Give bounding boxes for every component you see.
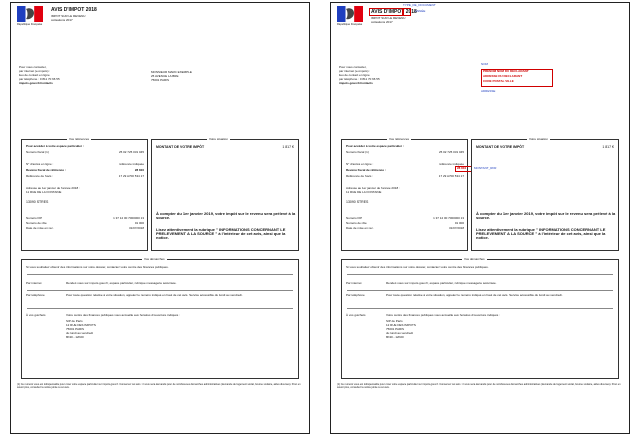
republic-label: République Française xyxy=(337,23,363,26)
tax-notice-page-annotated xyxy=(330,2,630,434)
access-code-row xyxy=(346,162,464,166)
access-code-label: N° d'accès en ligne : xyxy=(26,162,54,166)
marianne-logo xyxy=(17,6,43,28)
fiscal-number-row xyxy=(346,150,464,154)
document-subtitle-2: cotisations 2017 xyxy=(371,20,393,24)
date-value: 31/07/2018 xyxy=(448,226,464,230)
tax-amount-value: 1 817 € xyxy=(282,145,294,149)
contact-line: Pour nous contacter, xyxy=(339,65,367,69)
fip-label: Numéro FIP xyxy=(346,216,363,220)
notice-text: Lisez attentivement la rubrique " INFORMATIONS CONCERNANT LE PRELEVEMENT A LA SOURCE " à l'intérieur de cet avis, ainsi que la notice. xyxy=(476,227,606,241)
references-box xyxy=(21,139,148,251)
address-line: Adresse au 1er janvier de l'année 2018 : xyxy=(346,186,400,190)
contact-line: lieu de contact en ligne xyxy=(339,73,370,77)
demarche-label: À vos guichets xyxy=(346,313,366,317)
center-line: 8h30 - 12h00 xyxy=(66,335,84,339)
document-subtitle: IMPOT SUR LE REVENU xyxy=(51,14,86,18)
fiscal-number-row xyxy=(26,150,144,154)
date-value: 31/07/2018 xyxy=(128,226,144,230)
annotation-montant-label: MONTANT_RFR xyxy=(474,166,497,170)
document-subtitle-2: cotisations 2017 xyxy=(51,18,73,22)
demarches-intro: Si vous souhaitez obtenir des informations sur votre dossier, contactez votre centre des finances publiques. xyxy=(346,265,489,269)
access-code-row xyxy=(26,162,144,166)
fip-row xyxy=(346,216,464,220)
demarche-label: À vos guichets xyxy=(26,313,46,317)
role-value: 01 000 xyxy=(134,221,144,225)
date-label: Date de mise en rec. xyxy=(346,226,374,230)
divider xyxy=(27,290,293,291)
address-line: 13090 STRES xyxy=(26,200,49,204)
address-line: 11 RUE DE LA FONTAINE xyxy=(346,190,382,194)
tax-amount-label: MONTANT DE VOTRE IMPÔT xyxy=(476,145,525,149)
prelevement-text: À compter du 1er janvier 2019, votre impôt sur le revenu sera prélevé à la source. xyxy=(476,211,616,221)
ref-avis-label: Référence de l'avis : xyxy=(26,174,54,178)
fip-row xyxy=(26,216,144,220)
annotation-name-redacted: PRENOM NOM DU DECLARANT xyxy=(483,69,529,73)
center-line: 12 RUE DES IMPOTS xyxy=(66,323,96,327)
fip-value: 1 37 12 00 7000000 13 xyxy=(113,216,144,220)
fiscal-number-label: Numéro fiscal (1) xyxy=(346,150,369,154)
annotation-adresse-label: ADRESSE xyxy=(481,89,496,93)
marianne-icon xyxy=(17,6,43,22)
situation-box xyxy=(151,139,299,251)
demarche-label: Par internet xyxy=(346,281,362,285)
ref-avis-value: 17 29 A700 534 17 xyxy=(118,174,144,178)
divider xyxy=(27,308,293,309)
center-line: SIP de Paris xyxy=(66,319,83,323)
rfr-label: Revenu fiscal de référence : xyxy=(346,168,386,172)
references-box xyxy=(341,139,468,251)
ref-avis-row xyxy=(26,174,144,178)
fine-print: (1) Ce numéro vous est indispensable pour créer votre espace particulier sur impots.gouv.fr. Conservez cet avis : il vous sera demandé pour de nombreuses démarches administratives (demande de logement social, bourse scolaire, aides diverses). Pour en savoir plus, consultez la notice jointe à cet avis. xyxy=(337,383,621,390)
annotation-type-label: TYPE_DE_DOCUMENT xyxy=(403,3,436,7)
document-subtitle: IMPOT SUR LE REVENU xyxy=(371,16,406,20)
demarche-text: Pour toute question relative à votre situation, appelez le numéro indiqué en haut de cet avis. Service accessible du lundi au vendredi. xyxy=(386,293,563,297)
center-line: SIP de Paris xyxy=(386,319,403,323)
date-row xyxy=(346,226,464,230)
demarche-label: Par téléphone xyxy=(346,293,365,297)
situation-box xyxy=(471,139,619,251)
demarche-text: Rendez-vous sur impots.gouv.fr, espace particulier, rubrique messagerie sécurisée. xyxy=(386,281,497,285)
annotation-year-label: ANNÉE xyxy=(415,9,426,13)
center-line: du lundi au vendredi xyxy=(66,331,94,335)
access-code-value: référence indiquée xyxy=(119,162,144,166)
role-value: 01 000 xyxy=(454,221,464,225)
document-title: AVIS D'IMPOT 2018 xyxy=(51,7,97,13)
address-line: 13090 STRES xyxy=(346,200,369,204)
role-label: Numéro de rôle xyxy=(346,221,367,225)
notice-text: Lisez attentivement la rubrique " INFORMATIONS CONCERNANT LE PRELEVEMENT A LA SOURCE " à l'intérieur de cet avis, ainsi que la notice. xyxy=(156,227,286,241)
fip-value: 1 37 12 00 7000000 13 xyxy=(433,216,464,220)
annotation-nom-label: NOM xyxy=(481,62,488,66)
center-line: 75001 PARIS xyxy=(386,327,404,331)
date-label: Date de mise en rec. xyxy=(26,226,54,230)
role-row xyxy=(26,221,144,225)
annotation-year-box xyxy=(403,8,411,16)
center-line: 75001 PARIS xyxy=(66,327,84,331)
fiscal-number-label: Numéro fiscal (1) xyxy=(26,150,49,154)
situation-legend: Votre situation xyxy=(209,137,229,141)
rfr-row xyxy=(26,168,144,172)
annotation-title-box xyxy=(369,8,403,16)
demarches-legend: Vos démarches xyxy=(144,257,165,261)
demarche-label: Par téléphone xyxy=(26,293,45,297)
rfr-label: Revenu fiscal de référence : xyxy=(26,168,66,172)
rfr-value: 28 810 xyxy=(134,168,144,172)
divider xyxy=(347,290,613,291)
divider xyxy=(347,274,613,275)
fiscal-number-value: 25 02 725 031 045 xyxy=(118,150,144,154)
center-line: 12 RUE DES IMPOTS xyxy=(386,323,416,327)
marianne-icon xyxy=(337,6,363,22)
demarche-text: Pour toute question relative à votre situation, appelez le numéro indiqué en haut de cet avis. Service accessible du lundi au vendredi. xyxy=(66,293,243,297)
references-legend: Vos références xyxy=(389,137,410,141)
references-legend: Vos références xyxy=(69,137,90,141)
ref-avis-label: Référence de l'avis : xyxy=(346,174,374,178)
contact-line: Pour nous contacter, xyxy=(19,65,47,69)
demarche-text: Votre centre des finances publiques vous accueille aux horaires d'ouverture indiqués : xyxy=(66,313,180,317)
divider xyxy=(27,274,293,275)
contact-line: impots.gouv.fr/contacts xyxy=(339,81,373,85)
contact-line: lieu de contact en ligne xyxy=(19,73,50,77)
contact-line: par internet (e-impots) : xyxy=(19,69,51,73)
fine-print: (1) Ce numéro vous est indispensable pour créer votre espace particulier sur impots.gouv.fr. Conservez cet avis : il vous sera demandé pour de nombreuses démarches administratives (demande de logement social, bourse scolaire, aides diverses). Pour en savoir plus, consultez la notice jointe à cet avis. xyxy=(17,383,301,390)
prelevement-text: À compter du 1er janvier 2019, votre impôt sur le revenu sera prélevé à la source. xyxy=(156,211,296,221)
demarche-label: Par internet xyxy=(26,281,42,285)
contact-line: par téléphone : 0 811 70 66 55 xyxy=(19,77,60,81)
center-line: du lundi au vendredi xyxy=(386,331,414,335)
contact-line: par internet (e-impots) : xyxy=(339,69,371,73)
annotation-city-redacted: CODE POSTAL VILLE xyxy=(483,79,514,83)
demarches-legend: Vos démarches xyxy=(464,257,485,261)
demarche-text: Votre centre des finances publiques vous accueille aux horaires d'ouverture indiqués : xyxy=(386,313,500,317)
role-label: Numéro de rôle xyxy=(26,221,47,225)
tax-amount-value: 1 817 € xyxy=(602,145,614,149)
annotation-address-redacted: ADRESSE DU DECLARANT xyxy=(483,74,523,78)
document-title: AVIS D'IMPOT 2018 xyxy=(371,9,417,15)
access-line: Pour accéder à votre espace particulier : xyxy=(346,144,404,148)
address-line: Adresse au 1er janvier de l'année 2018 : xyxy=(26,186,80,190)
contact-line: impots.gouv.fr/contacts xyxy=(19,81,53,85)
demarche-text: Rendez-vous sur impots.gouv.fr, espace particulier, rubrique messagerie sécurisée. xyxy=(66,281,177,285)
date-row xyxy=(26,226,144,230)
contact-line: par téléphone : 0 811 70 66 55 xyxy=(339,77,380,81)
annotation-rfr-redacted: 28 810 xyxy=(457,166,467,170)
role-row xyxy=(346,221,464,225)
situation-legend: Votre situation xyxy=(529,137,549,141)
tax-notice-page-original xyxy=(10,2,310,434)
addressee-city: 75001 PARIS xyxy=(151,78,169,82)
demarches-box xyxy=(341,259,619,379)
fip-label: Numéro FIP xyxy=(26,216,43,220)
tax-amount-label: MONTANT DE VOTRE IMPÔT xyxy=(156,145,205,149)
addressee-street: 25 AVENUE LA BRE xyxy=(151,74,179,78)
ref-avis-row xyxy=(346,174,464,178)
center-line: 8h30 - 12h00 xyxy=(386,335,404,339)
republic-label: République Française xyxy=(17,23,43,26)
address-line: 11 RUE DE LA FONTAINE xyxy=(26,190,62,194)
access-code-label: N° d'accès en ligne : xyxy=(346,162,374,166)
demarches-box xyxy=(21,259,299,379)
access-code-value: référence indiquée xyxy=(439,162,464,166)
fiscal-number-value: 25 02 725 031 045 xyxy=(438,150,464,154)
ref-avis-value: 17 29 A700 534 17 xyxy=(438,174,464,178)
divider xyxy=(347,308,613,309)
demarches-intro: Si vous souhaitez obtenir des informations sur votre dossier, contactez votre centre des finances publiques. xyxy=(26,265,169,269)
marianne-logo xyxy=(337,6,363,28)
access-line: Pour accéder à votre espace particulier : xyxy=(26,144,84,148)
addressee-name: MONSIEUR MARC EXEMPLE xyxy=(151,70,192,74)
